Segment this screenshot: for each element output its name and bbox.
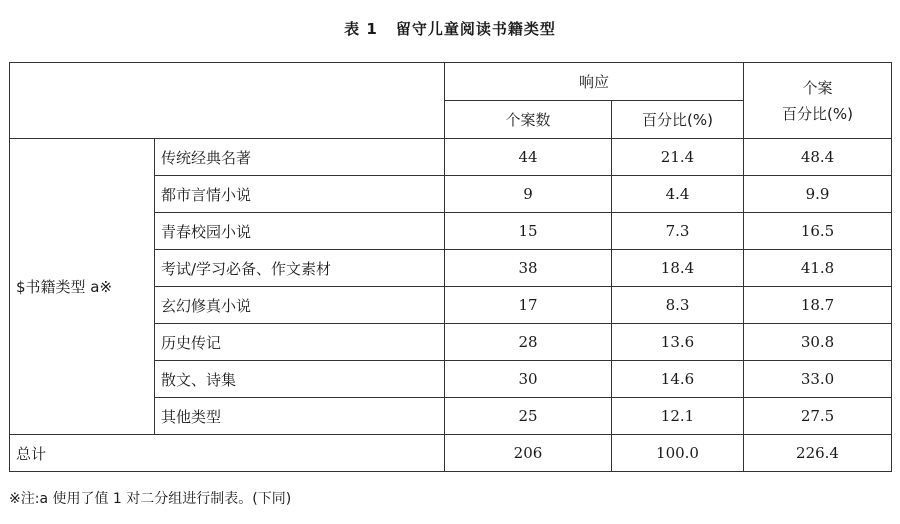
header-percent: 百分比(%) (612, 101, 744, 139)
header-case-line2: 百分比(%) (782, 104, 853, 123)
row-percent: 18.4 (612, 250, 744, 287)
total-count: 206 (445, 435, 612, 472)
row-count: 44 (445, 139, 612, 176)
row-count: 38 (445, 250, 612, 287)
row-percent: 21.4 (612, 139, 744, 176)
total-case-percent: 226.4 (744, 435, 892, 472)
row-case-percent: 41.8 (744, 250, 892, 287)
row-label: 都市言情小说 (155, 176, 445, 213)
row-case-percent: 33.0 (744, 361, 892, 398)
table-title (0, 18, 900, 39)
total-row (10, 435, 892, 472)
row-percent: 13.6 (612, 324, 744, 361)
row-case-percent: 16.5 (744, 213, 892, 250)
row-label: 传统经典名著 (155, 139, 445, 176)
header-case-line1: 个案 (802, 78, 833, 97)
row-count: 30 (445, 361, 612, 398)
header-response: 响应 (445, 63, 744, 101)
category-label: $书籍类型 a※ (10, 139, 155, 435)
row-percent: 12.1 (612, 398, 744, 435)
row-label: 青春校园小说 (155, 213, 445, 250)
book-type-table (9, 62, 892, 472)
row-case-percent: 9.9 (744, 176, 892, 213)
header-case-count: 个案数 (445, 101, 612, 139)
row-label: 考试/学习必备、作文素材 (155, 250, 445, 287)
row-percent: 7.3 (612, 213, 744, 250)
row-case-percent: 18.7 (744, 287, 892, 324)
row-count: 9 (445, 176, 612, 213)
row-count: 25 (445, 398, 612, 435)
row-count: 17 (445, 287, 612, 324)
row-case-percent: 48.4 (744, 139, 892, 176)
table-row (10, 139, 892, 176)
row-percent: 14.6 (612, 361, 744, 398)
row-percent: 8.3 (612, 287, 744, 324)
total-label: 总计 (10, 435, 445, 472)
row-case-percent: 27.5 (744, 398, 892, 435)
row-label: 玄幻修真小说 (155, 287, 445, 324)
table-note: ※注:a 使用了值 1 对二分组进行制表。(下同) (9, 491, 292, 507)
header-case-percent (744, 63, 892, 139)
header-row-top (10, 63, 892, 101)
row-count: 15 (445, 213, 612, 250)
row-label: 其他类型 (155, 398, 445, 435)
table-number: 表 1 (344, 20, 378, 38)
row-count: 28 (445, 324, 612, 361)
row-label: 历史传记 (155, 324, 445, 361)
row-case-percent: 30.8 (744, 324, 892, 361)
row-percent: 4.4 (612, 176, 744, 213)
total-percent: 100.0 (612, 435, 744, 472)
row-label: 散文、诗集 (155, 361, 445, 398)
header-blank-cell (10, 63, 445, 139)
table-title-text: 留守儿童阅读书籍类型 (395, 20, 556, 38)
